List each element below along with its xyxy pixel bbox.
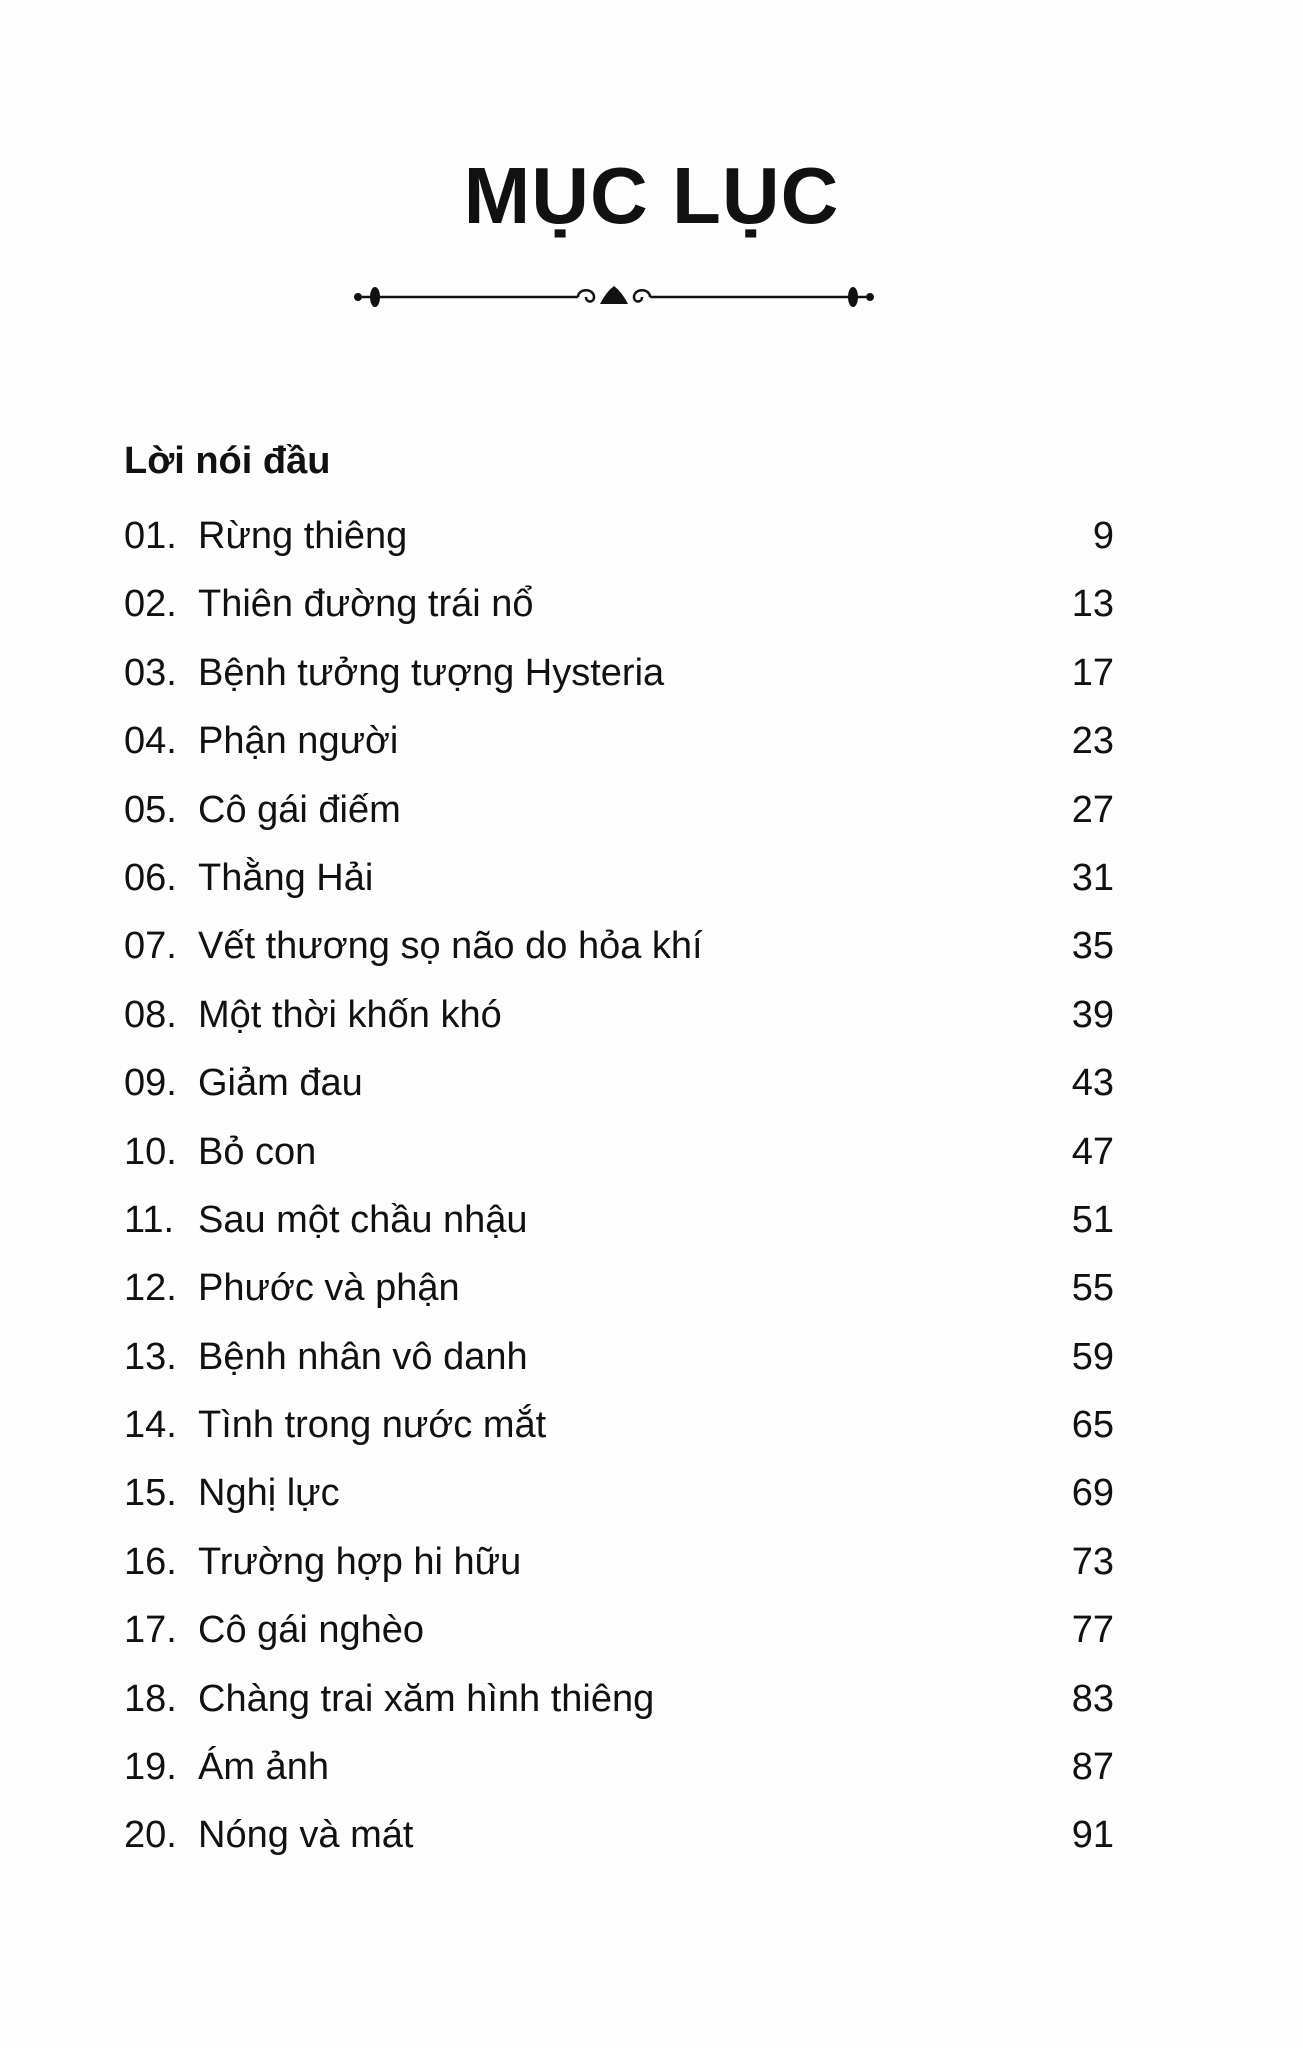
entry-page: 27 [1071, 788, 1114, 831]
entry-title: Sau một chầu nhậu [198, 1198, 528, 1241]
entry-title: Tình trong nước mắt [198, 1404, 547, 1447]
entry-page: 69 [1071, 1472, 1114, 1515]
entry-title: Chàng trai xăm hình thiêng [198, 1677, 655, 1720]
entry-number: 19. [124, 1746, 177, 1789]
toc-entry [124, 1264, 1114, 1332]
entry-title: Bỏ con [198, 1130, 317, 1173]
entry-page: 23 [1071, 720, 1114, 763]
toc-entry [124, 854, 1114, 922]
table-of-contents [124, 512, 1114, 1880]
entry-page: 31 [1071, 856, 1114, 899]
entry-number: 17. [124, 1609, 177, 1652]
entry-page: 17 [1071, 651, 1114, 694]
entry-page: 51 [1071, 1198, 1114, 1241]
toc-entry [124, 1128, 1114, 1196]
toc-entry [124, 1811, 1114, 1879]
toc-entry [124, 1469, 1114, 1537]
toc-entry [124, 1059, 1114, 1127]
toc-entry [124, 1401, 1114, 1469]
entry-title: Rừng thiêng [198, 515, 408, 557]
entry-title: Cô gái nghèo [198, 1609, 425, 1652]
entry-number: 16. [124, 1540, 177, 1583]
toc-entry [124, 1743, 1114, 1811]
entry-title: Bệnh nhân vô danh [198, 1335, 528, 1378]
toc-entry [124, 1538, 1114, 1606]
entry-page: 43 [1071, 1062, 1114, 1105]
entry-number: 20. [124, 1814, 177, 1857]
entry-title: Cô gái điếm [198, 788, 401, 831]
entry-page: 77 [1071, 1609, 1114, 1652]
toc-entry [124, 717, 1114, 785]
entry-title: Nóng và mát [198, 1814, 414, 1857]
toc-entry [124, 991, 1114, 1059]
entry-number: 14. [124, 1404, 177, 1447]
entry-page: 39 [1071, 993, 1114, 1036]
toc-entry [124, 1606, 1114, 1674]
entry-title: Một thời khốn khó [198, 993, 502, 1036]
entry-page: 73 [1071, 1540, 1114, 1583]
entry-page: 65 [1071, 1404, 1114, 1447]
entry-title: Phận người [198, 720, 399, 763]
entry-title: Bệnh tưởng tượng Hysteria [198, 651, 665, 694]
entry-title: Nghị lực [198, 1472, 340, 1515]
entry-page: 83 [1071, 1677, 1114, 1720]
entry-number: 05. [124, 788, 177, 831]
preface-heading: Lời nói đầu [124, 440, 331, 482]
entry-number: 09. [124, 1062, 177, 1105]
toc-entry [124, 1333, 1114, 1401]
entry-title: Giảm đau [198, 1062, 363, 1105]
page-title: MỤC LỤC [463, 151, 840, 240]
entry-page: 91 [1071, 1814, 1114, 1857]
entry-page: 55 [1071, 1267, 1114, 1310]
entry-number: 12. [124, 1267, 177, 1310]
entry-number: 08. [124, 993, 177, 1036]
toc-entry [124, 922, 1114, 990]
toc-entry [124, 1196, 1114, 1264]
entry-number: 03. [124, 651, 177, 694]
entry-number: 18. [124, 1677, 177, 1720]
entry-page: 9 [1092, 515, 1114, 557]
entry-title: Vết thương sọ não do hỏa khí [198, 925, 703, 968]
toc-entry [124, 580, 1114, 648]
entry-number: 02. [124, 583, 177, 626]
entry-title: Phước và phận [198, 1267, 460, 1310]
entry-title: Ám ảnh [198, 1746, 329, 1789]
entry-number: 11. [124, 1198, 175, 1241]
toc-entry [124, 649, 1114, 717]
entry-page: 87 [1071, 1746, 1114, 1789]
toc-entry [124, 786, 1114, 854]
entry-number: 07. [124, 925, 177, 968]
entry-page: 47 [1071, 1130, 1114, 1173]
entry-title: Thiên đường trái nổ [198, 583, 534, 626]
entry-number: 01. [124, 515, 177, 557]
toc-entry [124, 1675, 1114, 1743]
entry-number: 13. [124, 1335, 177, 1378]
entry-page: 13 [1071, 583, 1114, 626]
entry-number: 15. [124, 1472, 177, 1515]
entry-title: Thằng Hải [198, 856, 374, 899]
entry-number: 04. [124, 720, 177, 763]
entry-page: 59 [1071, 1335, 1114, 1378]
entry-title: Trường hợp hi hữu [198, 1540, 522, 1583]
entry-page: 35 [1071, 925, 1114, 968]
entry-number: 10. [124, 1130, 177, 1173]
ornament-divider-icon [350, 282, 878, 312]
toc-entry [124, 512, 1114, 580]
entry-number: 06. [124, 856, 177, 899]
